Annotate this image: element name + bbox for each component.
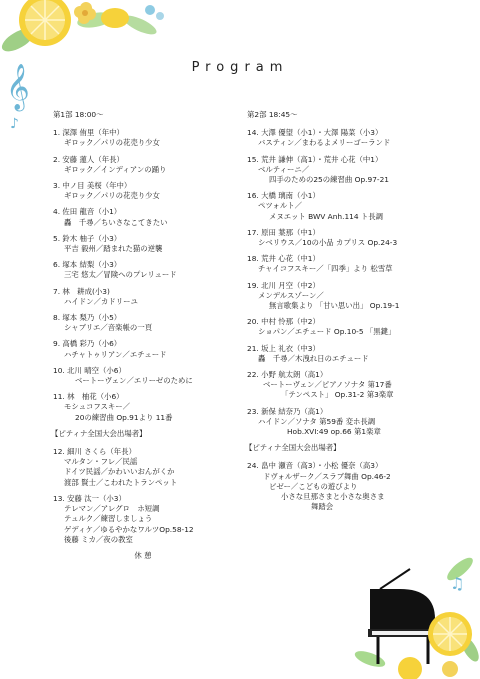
svg-text:♪: ♪ — [10, 116, 19, 132]
list-item: 7. 林 耕成(小3) ハイドン／カドリーユ — [53, 286, 138, 306]
music-note-icon — [450, 574, 464, 593]
section-heading: 【ピティナ全国大会出場者】 — [51, 428, 147, 438]
list-item: 5. 鈴木 柚子（小3） 平吉 毅州／踏まれた猫の逆襲 — [53, 233, 163, 254]
list-item: 4. 佐田 龍音（小1） 轟 千尋／ちいさなこてきたい — [53, 207, 168, 227]
list-item: 2. 安藤 蓮人（年長） ギロック／インディアンの踊り — [53, 154, 167, 174]
program-part-2 — [247, 110, 467, 519]
lemon-icon — [19, 0, 129, 46]
list-item: 9. 高橋 彩乃（小6） ハチャトゥリアン／エチュード — [53, 339, 167, 359]
part-heading: 第1部 18:00～ — [53, 110, 104, 119]
piano-lemon-decoration-bottom-right — [350, 539, 480, 679]
list-item: 10. 北川 晴空（小6） ベートーヴェン／エリーゼのために — [53, 365, 193, 386]
list-item: 3. 中ノ目 美桜（年中） ギロック／パリの花売り少女 — [53, 181, 160, 201]
list-item: 21. 坂上 礼衣（中3） 轟 千尋／木洩れ日のエチュード — [247, 343, 369, 363]
list-item: 11. 林 柚花（小6） モシュコフスキー／ 20の練習曲 Op.91より 11番 — [53, 392, 173, 422]
list-item: 14. 大澤 優望（小1）・大澤 陽菜（小3） バスティン／まわるよメリーゴーランド — [247, 128, 391, 148]
list-item: 15. 荒井 謙伸（高1）・荒井 心花（中1） ベルティーニ／ 四手のための25の練習曲 Op.97-21 — [247, 154, 389, 185]
list-item: 1. 深澤 侑里（年中） ギロック／パリの花売り少女 — [53, 128, 160, 148]
list-item: 17. 原田 葉那（中1） シベリウス／10の小品 カプリス Op.24-3 — [247, 227, 398, 248]
list-item: 20. 中村 怜那（中2） ショパン／エチュード Op.10-5 「黒鍵」 — [247, 317, 396, 337]
section-heading: 【ピティナ全国大会出場者】 — [245, 443, 341, 453]
part-heading: 第2部 18:45～ — [247, 110, 298, 119]
list-item: 12. 細川 さくら（年長） マルタン・フレ／民謡 ドイツ民謡／かわいいおんがくか 渡部 賢士／こわれたトランペット — [53, 447, 178, 487]
program-part-1 — [53, 110, 243, 561]
list-item: 22. 小野 航太朗（高1） ベートーヴェン／ピアノソナタ 第17番 「テンペスト」 Op.31-2 第3楽章 — [247, 370, 394, 400]
list-item: 19. 北川 月空（中2） メンデルスゾーン／ 無言歌集より 「甘い思い出」 Op.19-1 — [247, 280, 400, 311]
svg-text:♫: ♫ — [450, 574, 465, 593]
list-item: 6. 塚本 結梨（小3） 三宅 悠太／冒険へのプレリュード — [53, 260, 177, 280]
page-title: Program — [191, 60, 289, 75]
intermission-label: 休 憩 — [134, 550, 152, 560]
grand-piano-icon — [368, 569, 437, 664]
list-item: 13. 安藤 汰一（小3） テレマン／アレグロ ホ短調 テュルク／練習しましょう ゲディケ／ゆるやかなワルツOp.58-12 後藤 ミカ／夜の教室 — [53, 493, 194, 544]
list-item: 8. 塚本 梨乃（小5） シャブリエ／音楽帳の一頁 — [53, 313, 153, 333]
list-item: 24. 畠中 瀬音（高3）・小松 優奈（高3） ドヴォルザーク／スラブ舞曲 Op.46-2 ビゼー／こどもの遊びより 小さな旦那さまと小さな奥さま 舞踏会 — [247, 461, 391, 512]
list-item: 16. 大橋 璃南（小1） ペツォルト／ メヌエット BWV Anh.114 ト長調 — [247, 191, 384, 221]
list-item: 23. 新保 結奈乃（高1） ハイドン／ソナタ 第59番 変ホ長調 Hob.XVI:49 op.66 第1楽章 — [247, 406, 381, 437]
music-note-icon — [10, 116, 19, 132]
list-item: 18. 荒井 心花（中1） チャイコフスキー／「四季」より 松雪草 — [247, 254, 393, 274]
svg-text:𝄞: 𝄞 — [6, 64, 30, 110]
